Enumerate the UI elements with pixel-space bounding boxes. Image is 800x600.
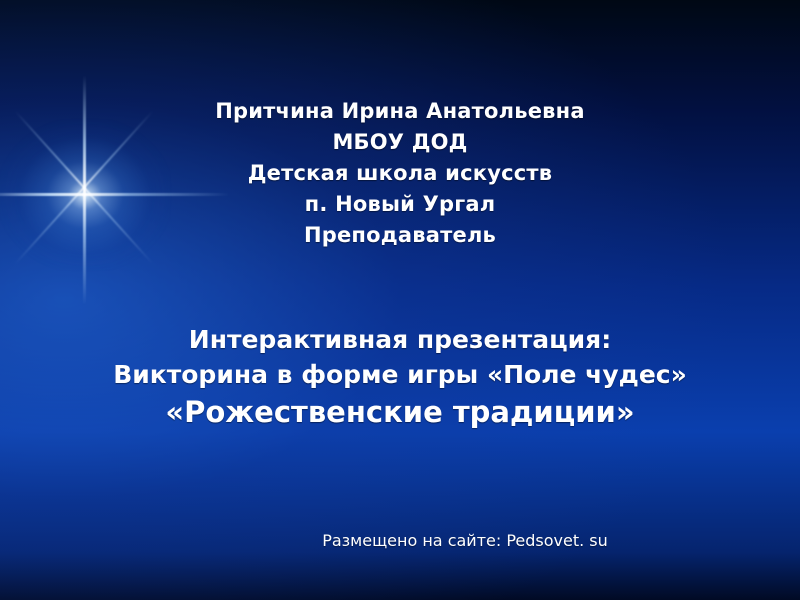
page-title: «Рожественские традиции»: [165, 395, 635, 429]
presentation-subtitle: Викторина в форме игры «Поле чудес»: [113, 360, 687, 389]
footer-attribution: Размещено на сайте: Pedsovet. su: [322, 531, 608, 550]
footer: [0, 530, 800, 552]
location: п. Новый Ургал: [304, 192, 496, 216]
job-title: Преподаватель: [303, 223, 497, 247]
title-block: [0, 322, 800, 433]
author-name: Притчина Ирина Анатольевна: [215, 99, 585, 123]
organization-name: Детская школа искусств: [247, 161, 553, 185]
author-block: [0, 96, 800, 251]
presentation-type: Интерактивная презентация:: [188, 325, 612, 354]
organization-abbrev: МБОУ ДОД: [332, 130, 468, 154]
